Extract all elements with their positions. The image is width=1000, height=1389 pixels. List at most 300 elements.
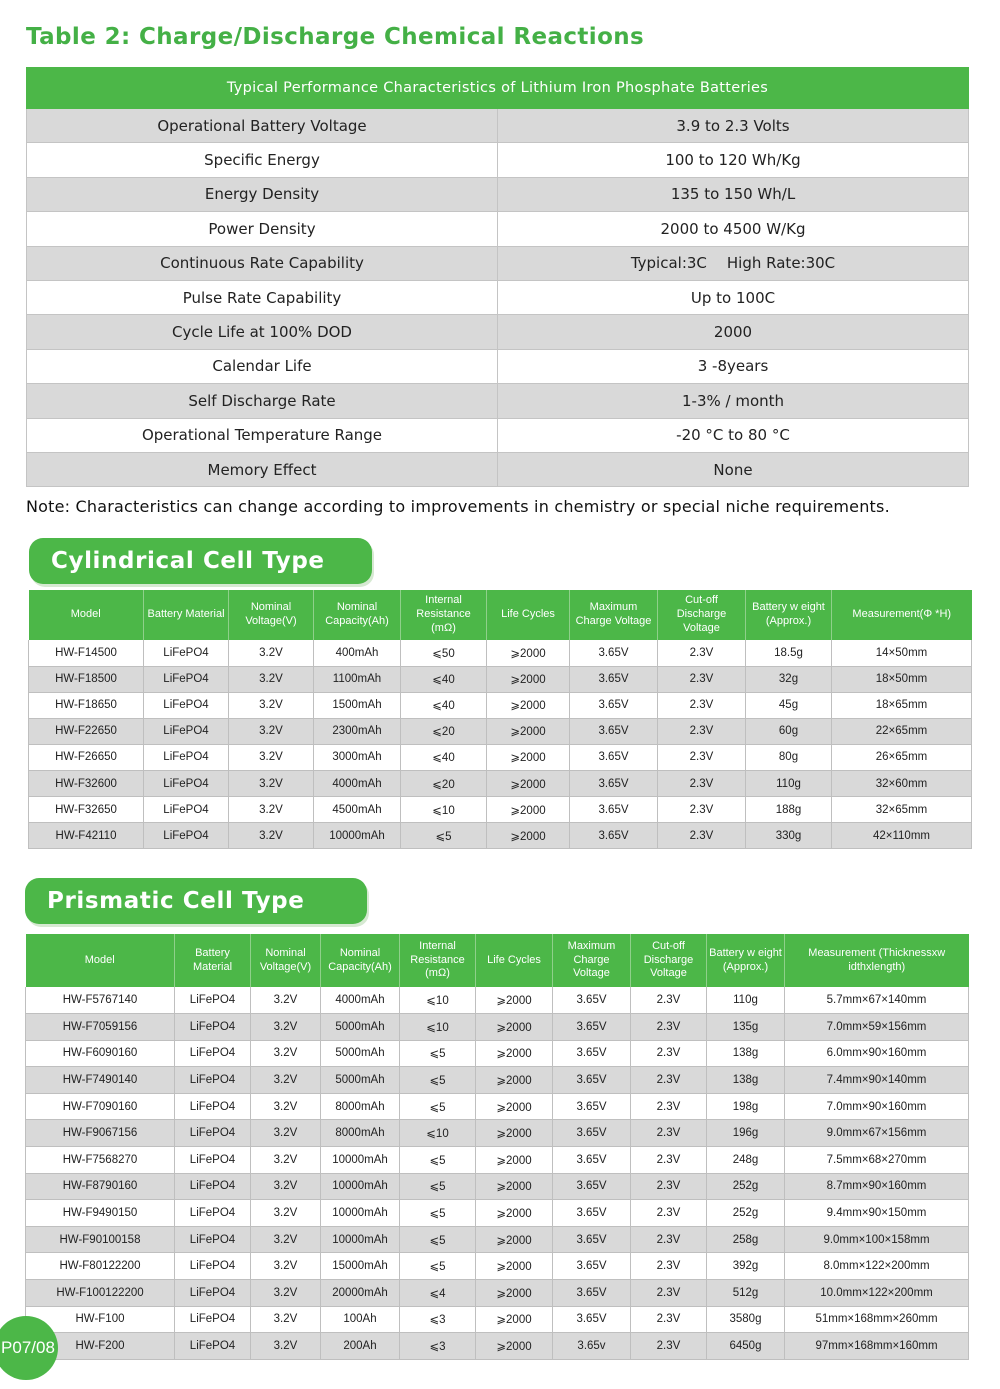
table-cell: 100Ah xyxy=(321,1306,400,1333)
table-cell: 2.3V xyxy=(631,1173,707,1200)
cylindrical-section-title: Cylindrical Cell Type xyxy=(29,538,372,584)
table-cell: HW-F14500 xyxy=(29,640,144,666)
table-cell: 3.65v xyxy=(553,1333,631,1360)
table-cell: 2.3V xyxy=(658,797,746,823)
table-cell: 1500mAh xyxy=(314,692,401,718)
characteristic-value: Up to 100C xyxy=(498,280,969,314)
characteristic-value: 3.9 to 2.3 Volts xyxy=(498,109,969,143)
table-row xyxy=(26,1067,969,1094)
prismatic-column-header: Maximum Charge Voltage xyxy=(553,934,631,987)
table-cell: 18.5g xyxy=(746,640,832,666)
table-cell: ⩽40 xyxy=(401,744,487,770)
table-row xyxy=(26,987,969,1014)
table-cell: 2.3V xyxy=(631,1093,707,1120)
table-cell: ⩽10 xyxy=(400,1120,476,1147)
table-cell: 252g xyxy=(707,1200,785,1227)
table-cell: 200Ah xyxy=(321,1333,400,1360)
table-cell: 2.3V xyxy=(631,1014,707,1041)
characteristic-value-typical: Typical:3C xyxy=(630,254,707,273)
table-cell: ⩾2000 xyxy=(476,1253,553,1280)
table-cell: ⩽5 xyxy=(400,1093,476,1120)
table-cell: 15000mAh xyxy=(321,1253,400,1280)
table-cell: ⩽10 xyxy=(400,1014,476,1041)
table-row xyxy=(29,744,972,770)
table-cell: 3.2V xyxy=(251,987,321,1014)
characteristic-label: Operational Battery Voltage xyxy=(27,109,498,143)
table-cell: 2.3V xyxy=(658,823,746,849)
table-cell: 8000mAh xyxy=(321,1120,400,1147)
table-cell: LiFePO4 xyxy=(175,1333,251,1360)
table-cell: 2.3V xyxy=(631,1253,707,1280)
table-cell: 5000mAh xyxy=(321,1067,400,1094)
table-cell: 9.0mm×100×158mm xyxy=(785,1226,969,1253)
characteristics-row xyxy=(27,143,969,177)
table-cell: 3.2V xyxy=(229,640,314,666)
table-cell: 3.65V xyxy=(570,666,658,692)
characteristics-row xyxy=(27,246,969,280)
characteristic-label: Memory Effect xyxy=(27,452,498,486)
table-cell: 3.2V xyxy=(251,1306,321,1333)
table-cell: 7.5mm×68×270mm xyxy=(785,1147,969,1174)
characteristics-row xyxy=(27,280,969,314)
characteristic-label: Self Discharge Rate xyxy=(27,384,498,418)
characteristic-value: 2000 to 4500 W/Kg xyxy=(498,212,969,246)
table-cell: 3000mAh xyxy=(314,744,401,770)
table-cell: 188g xyxy=(746,797,832,823)
table-row xyxy=(26,1014,969,1041)
cylindrical-column-header: Nominal Voltage(V) xyxy=(229,590,314,640)
characteristic-label: Cycle Life at 100% DOD xyxy=(27,315,498,349)
table-cell: 3.65V xyxy=(570,770,658,796)
table-cell: 5.7mm×67×140mm xyxy=(785,987,969,1014)
prismatic-column-header: Internal Resistance (mΩ) xyxy=(400,934,476,987)
table-cell: ⩾2000 xyxy=(476,987,553,1014)
table-cell: ⩾2000 xyxy=(487,718,570,744)
table-cell: 1100mAh xyxy=(314,666,401,692)
table-cell: ⩽5 xyxy=(400,1147,476,1174)
cylindrical-column-header: Measurement(Φ *H) xyxy=(832,590,972,640)
table-cell: HW-F5767140 xyxy=(26,987,175,1014)
prismatic-column-header: Life Cycles xyxy=(476,934,553,987)
table-cell: 10.0mm×122×200mm xyxy=(785,1280,969,1307)
characteristics-row xyxy=(27,212,969,246)
table-cell: HW-F7490140 xyxy=(26,1067,175,1094)
table-cell: LiFePO4 xyxy=(175,1226,251,1253)
cylindrical-column-header: Maximum Charge Voltage xyxy=(570,590,658,640)
table-cell: ⩽5 xyxy=(400,1067,476,1094)
table-cell: 18×50mm xyxy=(832,666,972,692)
table-cell: 3.2V xyxy=(251,1014,321,1041)
cylindrical-column-header: Battery Material xyxy=(144,590,229,640)
table-row xyxy=(26,1253,969,1280)
table-cell: 3.2V xyxy=(251,1147,321,1174)
table-cell: LiFePO4 xyxy=(175,1200,251,1227)
table-cell: ⩾2000 xyxy=(476,1014,553,1041)
characteristics-row xyxy=(27,452,969,486)
table-cell: 2.3V xyxy=(658,692,746,718)
table-cell: HW-F42110 xyxy=(29,823,144,849)
table-cell: 2.3V xyxy=(631,1306,707,1333)
table-cell: 97mm×168mm×160mm xyxy=(785,1333,969,1360)
table-cell: LiFePO4 xyxy=(175,1306,251,1333)
table-cell: HW-F18650 xyxy=(29,692,144,718)
table-cell: ⩽10 xyxy=(401,797,487,823)
table-cell: 2.3V xyxy=(631,1147,707,1174)
characteristics-row xyxy=(27,349,969,383)
characteristics-row xyxy=(27,109,969,143)
table-cell: 42×110mm xyxy=(832,823,972,849)
table-cell: 2.3V xyxy=(658,770,746,796)
table-cell: 3.65V xyxy=(553,1226,631,1253)
table-cell: 4500mAh xyxy=(314,797,401,823)
characteristic-value: 135 to 150 Wh/L xyxy=(498,177,969,211)
table-cell: 2.3V xyxy=(658,640,746,666)
table-cell: LiFePO4 xyxy=(144,666,229,692)
characteristic-label: Energy Density xyxy=(27,177,498,211)
table-row xyxy=(29,770,972,796)
table-cell: ⩾2000 xyxy=(476,1280,553,1307)
table-cell: 3.2V xyxy=(251,1040,321,1067)
table-cell: ⩽5 xyxy=(400,1226,476,1253)
table-cell: ⩾2000 xyxy=(476,1306,553,1333)
table-cell: HW-F22650 xyxy=(29,718,144,744)
table-cell: 7.4mm×90×140mm xyxy=(785,1067,969,1094)
table-cell: HW-F18500 xyxy=(29,666,144,692)
table-cell: LiFePO4 xyxy=(175,1147,251,1174)
cylindrical-table xyxy=(28,590,972,849)
prismatic-table xyxy=(25,934,969,1360)
table-cell: LiFePO4 xyxy=(175,1120,251,1147)
table-row xyxy=(26,1093,969,1120)
characteristics-table xyxy=(26,67,969,487)
prismatic-column-header: Nominal Voltage(V) xyxy=(251,934,321,987)
table-cell: 10000mAh xyxy=(321,1147,400,1174)
prismatic-column-header: Battery Material xyxy=(175,934,251,987)
cylindrical-column-header: Internal Resistance (mΩ) xyxy=(401,590,487,640)
table-cell: LiFePO4 xyxy=(144,744,229,770)
table-cell: ⩽40 xyxy=(401,666,487,692)
table-cell: 5000mAh xyxy=(321,1040,400,1067)
table-cell: 392g xyxy=(707,1253,785,1280)
table-row xyxy=(26,1226,969,1253)
table-cell: 32×65mm xyxy=(832,797,972,823)
table-cell: 8.0mm×122×200mm xyxy=(785,1253,969,1280)
table-cell: 10000mAh xyxy=(321,1226,400,1253)
page-number-badge: P07/08 xyxy=(0,1316,58,1380)
table-cell: LiFePO4 xyxy=(144,823,229,849)
characteristic-value: None xyxy=(498,452,969,486)
table-cell: 2.3V xyxy=(658,718,746,744)
cylindrical-column-header: Life Cycles xyxy=(487,590,570,640)
table-cell: 3.65V xyxy=(553,1014,631,1041)
table-cell: LiFePO4 xyxy=(175,1253,251,1280)
table-row xyxy=(26,1173,969,1200)
table-cell: 3.2V xyxy=(251,1333,321,1360)
table-cell: 14×50mm xyxy=(832,640,972,666)
characteristic-label: Operational Temperature Range xyxy=(27,418,498,452)
table-cell: 45g xyxy=(746,692,832,718)
table-cell: ⩽40 xyxy=(401,692,487,718)
characteristics-header: Typical Performance Characteristics of Lithium Iron Phosphate Batteries xyxy=(27,68,969,109)
characteristic-label: Calendar Life xyxy=(27,349,498,383)
characteristic-value: 2000 xyxy=(498,315,969,349)
characteristic-value: 3 -8years xyxy=(498,349,969,383)
table-cell: 3580g xyxy=(707,1306,785,1333)
table-cell: 60g xyxy=(746,718,832,744)
table-cell: 3.65V xyxy=(553,1147,631,1174)
table-cell: 2.3V xyxy=(631,987,707,1014)
table-cell: ⩾2000 xyxy=(476,1093,553,1120)
table-cell: 8000mAh xyxy=(321,1093,400,1120)
table-cell: 400mAh xyxy=(314,640,401,666)
table-cell: ⩽50 xyxy=(401,640,487,666)
table-cell: 6.0mm×90×160mm xyxy=(785,1040,969,1067)
table-cell: 2.3V xyxy=(631,1067,707,1094)
table-cell: 2300mAh xyxy=(314,718,401,744)
table-cell: 3.65V xyxy=(570,797,658,823)
table-row xyxy=(26,1280,969,1307)
table-row xyxy=(29,797,972,823)
table-row xyxy=(26,1200,969,1227)
table-cell: 198g xyxy=(707,1093,785,1120)
table-cell: 26×65mm xyxy=(832,744,972,770)
page-title: Table 2: Charge/Discharge Chemical Reactions xyxy=(26,24,645,50)
table-cell: 2.3V xyxy=(631,1280,707,1307)
table-row xyxy=(29,640,972,666)
table-cell: 20000mAh xyxy=(321,1280,400,1307)
characteristic-value: 1-3% / month xyxy=(498,384,969,418)
table-cell: ⩾2000 xyxy=(476,1226,553,1253)
table-cell: 2.3V xyxy=(658,744,746,770)
table-cell: HW-F9490150 xyxy=(26,1200,175,1227)
table-row xyxy=(29,666,972,692)
characteristic-value-high: High Rate:30C xyxy=(726,254,836,273)
table-cell: 3.65V xyxy=(570,692,658,718)
table-cell: ⩽5 xyxy=(401,823,487,849)
table-cell: HW-F7090160 xyxy=(26,1093,175,1120)
table-cell: ⩽5 xyxy=(400,1200,476,1227)
table-cell: HW-F100122200 xyxy=(26,1280,175,1307)
table-cell: ⩾2000 xyxy=(476,1173,553,1200)
table-cell: 4000mAh xyxy=(314,770,401,796)
table-cell: 9.0mm×67×156mm xyxy=(785,1120,969,1147)
table-cell: HW-F9067156 xyxy=(26,1120,175,1147)
table-cell: 3.2V xyxy=(229,692,314,718)
table-cell: 3.2V xyxy=(229,823,314,849)
table-cell: 512g xyxy=(707,1280,785,1307)
table-cell: 3.65V xyxy=(553,1173,631,1200)
table-cell: HW-F7059156 xyxy=(26,1014,175,1041)
characteristics-row xyxy=(27,177,969,211)
table-cell: 7.0mm×90×160mm xyxy=(785,1093,969,1120)
table-cell: 138g xyxy=(707,1067,785,1094)
table-row xyxy=(29,692,972,718)
table-cell: ⩽3 xyxy=(400,1306,476,1333)
table-cell: 7.0mm×59×156mm xyxy=(785,1014,969,1041)
table-cell: 3.2V xyxy=(251,1093,321,1120)
table-cell: HW-F8790160 xyxy=(26,1173,175,1200)
table-cell: 80g xyxy=(746,744,832,770)
table-cell: LiFePO4 xyxy=(175,1280,251,1307)
table-cell: 110g xyxy=(746,770,832,796)
characteristics-row xyxy=(27,418,969,452)
table-cell: 9.4mm×90×150mm xyxy=(785,1200,969,1227)
table-cell: ⩾2000 xyxy=(487,797,570,823)
table-cell: 4000mAh xyxy=(321,987,400,1014)
table-cell: ⩽20 xyxy=(401,770,487,796)
table-cell: ⩾2000 xyxy=(487,666,570,692)
table-cell: 2.3V xyxy=(631,1120,707,1147)
prismatic-section-title: Prismatic Cell Type xyxy=(25,878,367,924)
table-cell: 196g xyxy=(707,1120,785,1147)
table-cell: 3.65V xyxy=(553,1040,631,1067)
table-cell: LiFePO4 xyxy=(144,770,229,796)
table-cell: 10000mAh xyxy=(321,1200,400,1227)
table-cell: LiFePO4 xyxy=(144,640,229,666)
table-cell: ⩾2000 xyxy=(476,1067,553,1094)
table-cell: 3.65V xyxy=(553,1067,631,1094)
table-cell: 8.7mm×90×160mm xyxy=(785,1173,969,1200)
table-cell: ⩾2000 xyxy=(487,823,570,849)
table-cell: 3.65V xyxy=(553,1200,631,1227)
table-cell: ⩾2000 xyxy=(476,1333,553,1360)
prismatic-column-header: Nominal Capacity(Ah) xyxy=(321,934,400,987)
table-cell: ⩾2000 xyxy=(476,1040,553,1067)
cylindrical-column-header: Cut-off Discharge Voltage xyxy=(658,590,746,640)
table-cell: 2.3V xyxy=(631,1226,707,1253)
table-cell: LiFePO4 xyxy=(144,718,229,744)
characteristics-row xyxy=(27,384,969,418)
table-cell: 258g xyxy=(707,1226,785,1253)
table-cell: 3.2V xyxy=(251,1226,321,1253)
prismatic-column-header: Battery w eight (Approx.) xyxy=(707,934,785,987)
table-cell: 3.65V xyxy=(553,1306,631,1333)
table-cell: 3.65V xyxy=(553,1120,631,1147)
table-cell: LiFePO4 xyxy=(175,1173,251,1200)
table-cell: 10000mAh xyxy=(321,1173,400,1200)
table-cell: 3.65V xyxy=(570,744,658,770)
characteristic-label: Pulse Rate Capability xyxy=(27,280,498,314)
table-cell: HW-F26650 xyxy=(29,744,144,770)
table-cell: 32g xyxy=(746,666,832,692)
table-cell: ⩽5 xyxy=(400,1040,476,1067)
table-cell: 330g xyxy=(746,823,832,849)
characteristic-value: -20 °C to 80 °C xyxy=(498,418,969,452)
table-cell: 252g xyxy=(707,1173,785,1200)
characteristics-row xyxy=(27,315,969,349)
table-cell: 135g xyxy=(707,1014,785,1041)
table-cell: HW-F80122200 xyxy=(26,1253,175,1280)
table-cell: HW-F32650 xyxy=(29,797,144,823)
prismatic-column-header: Measurement (Thicknessxw idthxlength) xyxy=(785,934,969,987)
table-cell: 3.65V xyxy=(553,1253,631,1280)
table-cell: 3.2V xyxy=(251,1120,321,1147)
table-cell: LiFePO4 xyxy=(175,1093,251,1120)
table-cell: 3.2V xyxy=(251,1280,321,1307)
table-cell: 18×65mm xyxy=(832,692,972,718)
cylindrical-column-header: Nominal Capacity(Ah) xyxy=(314,590,401,640)
table-cell: HW-F7568270 xyxy=(26,1147,175,1174)
table-cell: ⩾2000 xyxy=(487,692,570,718)
table-cell: ⩽5 xyxy=(400,1253,476,1280)
table-cell: ⩽3 xyxy=(400,1333,476,1360)
characteristic-label: Power Density xyxy=(27,212,498,246)
table-cell: 51mm×168mm×260mm xyxy=(785,1306,969,1333)
table-cell: ⩾2000 xyxy=(476,1200,553,1227)
table-cell: 3.65V xyxy=(553,1093,631,1120)
table-cell: HW-F100 xyxy=(26,1306,175,1333)
table-cell: 3.65V xyxy=(553,1280,631,1307)
table-cell: 3.2V xyxy=(251,1253,321,1280)
table-cell: 22×65mm xyxy=(832,718,972,744)
table-cell: ⩾2000 xyxy=(487,770,570,796)
table-cell: ⩽5 xyxy=(400,1173,476,1200)
table-cell: 2.3V xyxy=(631,1200,707,1227)
table-cell: 3.2V xyxy=(251,1200,321,1227)
table-cell: 3.65V xyxy=(570,823,658,849)
table-cell: 32×60mm xyxy=(832,770,972,796)
table-row xyxy=(29,718,972,744)
table-cell: 10000mAh xyxy=(314,823,401,849)
characteristic-label: Continuous Rate Capability xyxy=(27,246,498,280)
table-cell: ⩽20 xyxy=(401,718,487,744)
table-cell: HW-F90100158 xyxy=(26,1226,175,1253)
table-cell: LiFePO4 xyxy=(175,987,251,1014)
table-row xyxy=(29,823,972,849)
table-cell: 3.2V xyxy=(229,770,314,796)
table-row xyxy=(26,1120,969,1147)
table-cell: 3.65V xyxy=(570,718,658,744)
table-cell: 3.2V xyxy=(251,1067,321,1094)
table-cell: 3.2V xyxy=(229,718,314,744)
table-cell: LiFePO4 xyxy=(144,797,229,823)
characteristic-value: 100 to 120 Wh/Kg xyxy=(498,143,969,177)
table-cell: HW-F6090160 xyxy=(26,1040,175,1067)
table-cell: ⩾2000 xyxy=(476,1120,553,1147)
table-cell: 3.65V xyxy=(553,987,631,1014)
table-cell: ⩾2000 xyxy=(487,640,570,666)
table-cell: 3.65V xyxy=(570,640,658,666)
table-cell: 2.3V xyxy=(631,1040,707,1067)
table-cell: 6450g xyxy=(707,1333,785,1360)
table-cell: LiFePO4 xyxy=(175,1040,251,1067)
cylindrical-column-header: Model xyxy=(29,590,144,640)
table-row xyxy=(26,1040,969,1067)
table-cell: LiFePO4 xyxy=(175,1014,251,1041)
table-cell: LiFePO4 xyxy=(175,1067,251,1094)
table-cell: ⩽4 xyxy=(400,1280,476,1307)
table-cell: 3.2V xyxy=(229,666,314,692)
table-cell: 3.2V xyxy=(229,744,314,770)
characteristic-label: Specific Energy xyxy=(27,143,498,177)
table-cell: 5000mAh xyxy=(321,1014,400,1041)
table-cell: 138g xyxy=(707,1040,785,1067)
table-row xyxy=(26,1333,969,1360)
prismatic-column-header: Model xyxy=(26,934,175,987)
table-cell: ⩾2000 xyxy=(476,1147,553,1174)
table-cell: ⩽10 xyxy=(400,987,476,1014)
table-cell: ⩾2000 xyxy=(487,744,570,770)
table-cell: HW-F200 xyxy=(26,1333,175,1360)
table-cell: LiFePO4 xyxy=(144,692,229,718)
table-cell: 110g xyxy=(707,987,785,1014)
characteristic-value xyxy=(498,246,969,280)
table-cell: 3.2V xyxy=(229,797,314,823)
table-cell: 2.3V xyxy=(631,1333,707,1360)
note-text: Note: Characteristics can change according to improvements in chemistry or special niche requirements. xyxy=(26,497,890,516)
table-row xyxy=(26,1147,969,1174)
prismatic-column-header: Cut-off Discharge Voltage xyxy=(631,934,707,987)
